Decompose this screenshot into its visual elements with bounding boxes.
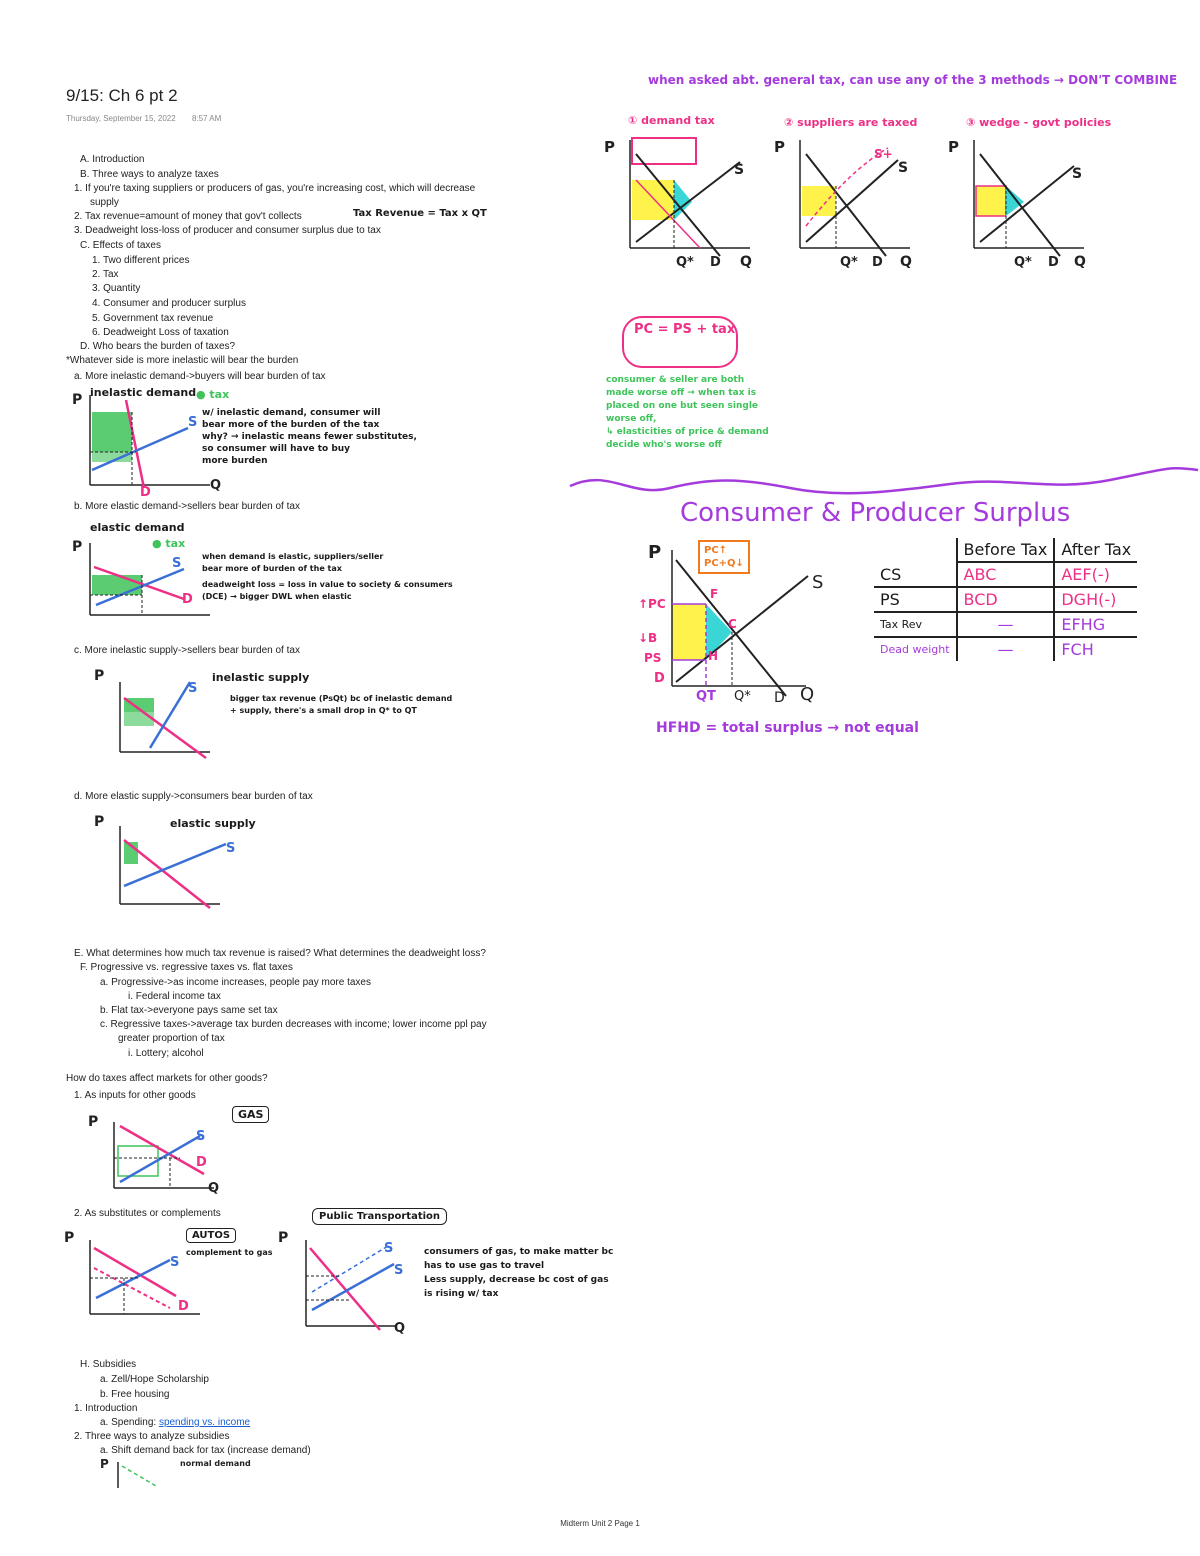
surplus-table <box>874 538 1137 661</box>
graph-inelastic-demand <box>60 390 220 500</box>
inelastic-demand-label: inelastic demand <box>90 386 197 399</box>
graph-method-3 <box>944 130 1104 270</box>
svg-text:S: S <box>172 556 182 571</box>
svg-text:S+: S+ <box>874 147 893 161</box>
outline-line: E. What determines how much tax revenue is raised? What determines the deadweight loss? <box>74 948 486 959</box>
spending-vs-income-link[interactable]: spending vs. income <box>158 1417 251 1428</box>
method-1-label: ① demand tax <box>628 114 715 127</box>
cell-ps-before: BCD <box>957 587 1055 612</box>
svg-text:D: D <box>1048 255 1059 270</box>
cell-cs-before: ABC <box>957 562 1055 587</box>
graph-method-2 <box>770 130 930 270</box>
public-transport-label: Public Transportation <box>312 1208 447 1225</box>
svg-text:D: D <box>140 485 151 500</box>
cps-title: Consumer & Producer Surplus <box>680 498 1071 528</box>
svg-text:Q*: Q* <box>840 255 858 270</box>
outline-line: i. Federal income tax <box>128 991 221 1002</box>
outline-line: c. More inelastic supply->sellers bear burden of tax <box>74 645 300 656</box>
graph-method-1 <box>600 130 760 270</box>
consumer-seller-note: consumer & seller are both made worse off → when tax is placed on one but seen single worse off, ↳ elasticities of price & demand decide who's worse off <box>606 375 769 450</box>
svg-text:PS: PS <box>644 651 662 665</box>
svg-text:Q*: Q* <box>1014 255 1032 270</box>
note-inelastic-demand: w/ inelastic demand, consumer will bear more of the burden of the tax why? → inelastic means fewer substitutes, so consumer will have to buy more burden <box>202 408 417 466</box>
graph-autos <box>60 1226 210 1336</box>
tax-legend-a: ● tax <box>196 388 230 401</box>
outline-line: 2. Tax <box>92 269 119 280</box>
outline-line: 1. If you're taxing suppliers or producers of gas, you're increasing cost, which will decrease <box>74 183 476 194</box>
svg-text:P: P <box>94 814 105 830</box>
svg-text:P: P <box>278 1230 289 1246</box>
graph-subsidy-start <box>100 1457 251 1488</box>
outline-line: supply <box>90 197 119 208</box>
outline-line: 6. Deadweight Loss of taxation <box>92 327 229 338</box>
cell-tax-before: — <box>957 612 1055 637</box>
note-elastic-demand: when demand is elastic, suppliers/seller bear more of burden of the tax deadweight loss = loss in value to society & consumers (DCE) → bigger DWL when elastic <box>202 552 453 601</box>
svg-text:D: D <box>774 690 785 706</box>
svg-text:S: S <box>188 681 198 696</box>
cell-ps-after: DGH(-) <box>1061 590 1117 609</box>
outline-line: c. Regressive taxes->average tax burden decreases with income; lower income ppl pay <box>100 1019 487 1030</box>
svg-text:D: D <box>710 255 721 270</box>
outline-line: *Whatever side is more inelastic will bear the burden <box>66 355 299 366</box>
svg-text:Q: Q <box>210 478 222 493</box>
svg-text:S: S <box>226 841 236 856</box>
outline-line: i. Lottery; alcohol <box>128 1048 204 1059</box>
svg-text:H: H <box>708 649 719 663</box>
hfhd-note: HFHD = total surplus → not equal <box>656 720 919 736</box>
outline-line: 2. Tax revenue=amount of money that gov't collects <box>74 211 302 222</box>
pc-box: PC↑ PC+Q↓ <box>698 540 750 574</box>
elastic-demand-label: elastic demand <box>90 521 185 534</box>
outline-line: H. Subsidies <box>80 1359 137 1370</box>
svg-text:↓B: ↓B <box>638 631 658 645</box>
graph-elastic-supply <box>90 812 240 922</box>
svg-text:Q: Q <box>740 254 752 270</box>
svg-text:S: S <box>196 1129 206 1144</box>
svg-text:S: S <box>1072 166 1083 182</box>
inelastic-supply-label: inelastic supply <box>212 671 310 684</box>
svg-text:D: D <box>178 1299 189 1314</box>
graph-public-transport <box>276 1230 426 1350</box>
svg-text:S: S <box>170 1255 180 1270</box>
svg-text:Q*: Q* <box>676 255 694 270</box>
method-3-label: ③ wedge - govt policies <box>966 116 1112 129</box>
svg-text:Q: Q <box>394 1321 406 1336</box>
formula-bubble: PC = PS + tax <box>622 316 738 368</box>
tax-legend-b: ● tax <box>152 537 186 550</box>
outline-line: a. Progressive->as income increases, people pay more taxes <box>100 977 371 988</box>
outline-line: A. Introduction <box>80 154 145 165</box>
outline-line: F. Progressive vs. regressive taxes vs. flat taxes <box>80 962 293 973</box>
svg-text:Q: Q <box>208 1181 220 1196</box>
svg-text:S: S <box>188 415 198 430</box>
outline-line: 2. Three ways to analyze subsidies <box>74 1431 230 1442</box>
svg-text:P: P <box>64 1230 75 1246</box>
svg-text:F: F <box>710 587 719 601</box>
page-timestamp <box>66 114 221 123</box>
outline-line: D. Who bears the burden of taxes? <box>80 341 236 352</box>
outline-line: a. Zell/Hope Scholarship <box>100 1374 209 1385</box>
svg-text:P: P <box>948 138 959 156</box>
svg-text:↑PC: ↑PC <box>638 597 666 611</box>
outline-line: How do taxes affect markets for other goods? <box>66 1073 268 1084</box>
outline-line: 3. Quantity <box>92 283 141 294</box>
page-title: 9/15: Ch 6 pt 2 <box>66 86 178 105</box>
top-note: when asked abt. general tax, can use any of the 3 methods → DON'T COMBINE <box>648 73 1178 87</box>
svg-text:Q: Q <box>1074 254 1086 270</box>
svg-text:Q: Q <box>800 684 815 705</box>
outline-line: a. Spending: spending vs. income <box>100 1417 251 1428</box>
outline-line: 3. Deadweight loss-loss of producer and consumer surplus due to tax <box>74 225 381 236</box>
outline-line: B. Three ways to analyze taxes <box>80 169 219 180</box>
method-2-label: ② suppliers are taxed <box>784 116 918 129</box>
row-label-ps: PS <box>874 587 957 612</box>
svg-text:P: P <box>100 1457 109 1471</box>
svg-text:D: D <box>182 592 193 607</box>
row-label-deadweight: Dead weight <box>874 637 957 661</box>
svg-text:P: P <box>88 1114 99 1130</box>
outline-line: d. More elastic supply->consumers bear burden of tax <box>74 791 313 802</box>
graph-inelastic-supply <box>90 668 240 768</box>
col-before-tax: Before Tax <box>957 538 1055 562</box>
svg-text:D: D <box>654 671 665 686</box>
autos-label: AUTOS <box>186 1228 236 1243</box>
outline-line: 5. Government tax revenue <box>92 313 214 324</box>
page-date: Thursday, September 15, 2022 <box>66 114 176 123</box>
svg-text:S: S <box>394 1263 404 1278</box>
svg-text:Q*: Q* <box>734 689 751 704</box>
outline-line: 1. As inputs for other goods <box>74 1090 196 1101</box>
svg-text:QT: QT <box>696 689 716 704</box>
complement-note: complement to gas <box>186 1248 273 1257</box>
row-label-tax-rev: Tax Rev <box>874 612 957 637</box>
svg-text:P: P <box>94 668 105 684</box>
svg-text:Q: Q <box>900 254 912 270</box>
note-inelastic-supply: bigger tax revenue (PsQt) bc of inelastic demand + supply, there's a small drop in Q* to QT <box>230 694 453 715</box>
svg-text:P: P <box>72 392 83 408</box>
outline-line: 4. Consumer and producer surplus <box>92 298 246 309</box>
page-time: 8:57 AM <box>191 114 222 123</box>
outline-line: b. More elastic demand->sellers bear burden of tax <box>74 501 300 512</box>
elastic-supply-label: elastic supply <box>170 817 256 830</box>
svg-text:D: D <box>196 1155 207 1170</box>
svg-text:P: P <box>72 539 83 555</box>
outline-line: b. Flat tax->everyone pays same set tax <box>100 1005 278 1016</box>
svg-text:P: P <box>604 138 615 156</box>
outline-line: 1. Introduction <box>74 1403 138 1414</box>
svg-text:S: S <box>734 162 745 178</box>
page-footer: Midterm Unit 2 Page 1 <box>560 1519 640 1528</box>
svg-text:normal demand: normal demand <box>180 1459 251 1468</box>
wavy-divider <box>570 458 1200 498</box>
svg-text:S: S <box>384 1241 394 1256</box>
cell-tax-after: EFHG <box>1061 615 1106 634</box>
outline-line: greater proportion of tax <box>118 1033 225 1044</box>
outline-line: a. More inelastic demand->buyers will bear burden of tax <box>74 371 326 382</box>
svg-text:S: S <box>898 160 909 176</box>
gas-label: GAS <box>232 1106 269 1123</box>
svg-text:P: P <box>648 542 662 563</box>
graph-elastic-demand <box>60 535 220 625</box>
svg-text:S: S <box>812 572 824 593</box>
outline-line: a. Shift demand back for tax (increase demand) <box>100 1445 311 1456</box>
svg-text:P: P <box>774 138 785 156</box>
outline-line: C. Effects of taxes <box>80 240 161 251</box>
outline-line: b. Free housing <box>100 1389 170 1400</box>
cell-cs-after: AEF(-) <box>1061 565 1110 584</box>
outline-line: 2. As substitutes or complements <box>74 1208 221 1219</box>
cell-dw-before: — <box>957 637 1055 661</box>
svg-text:D: D <box>872 255 883 270</box>
graph-gas <box>84 1110 224 1210</box>
col-after-tax: After Tax <box>1054 538 1137 562</box>
transport-note: consumers of gas, to make matter bc has to use gas to travel Less supply, decrease bc cost of gas is rising w/ tax <box>424 1247 614 1299</box>
cell-dw-after: FCH <box>1061 640 1094 659</box>
svg-text:C: C <box>728 617 737 631</box>
tax-revenue-formula: Tax Revenue = Tax x QT <box>353 208 487 219</box>
outline-line: 1. Two different prices <box>92 255 190 266</box>
row-label-cs: CS <box>874 562 957 587</box>
